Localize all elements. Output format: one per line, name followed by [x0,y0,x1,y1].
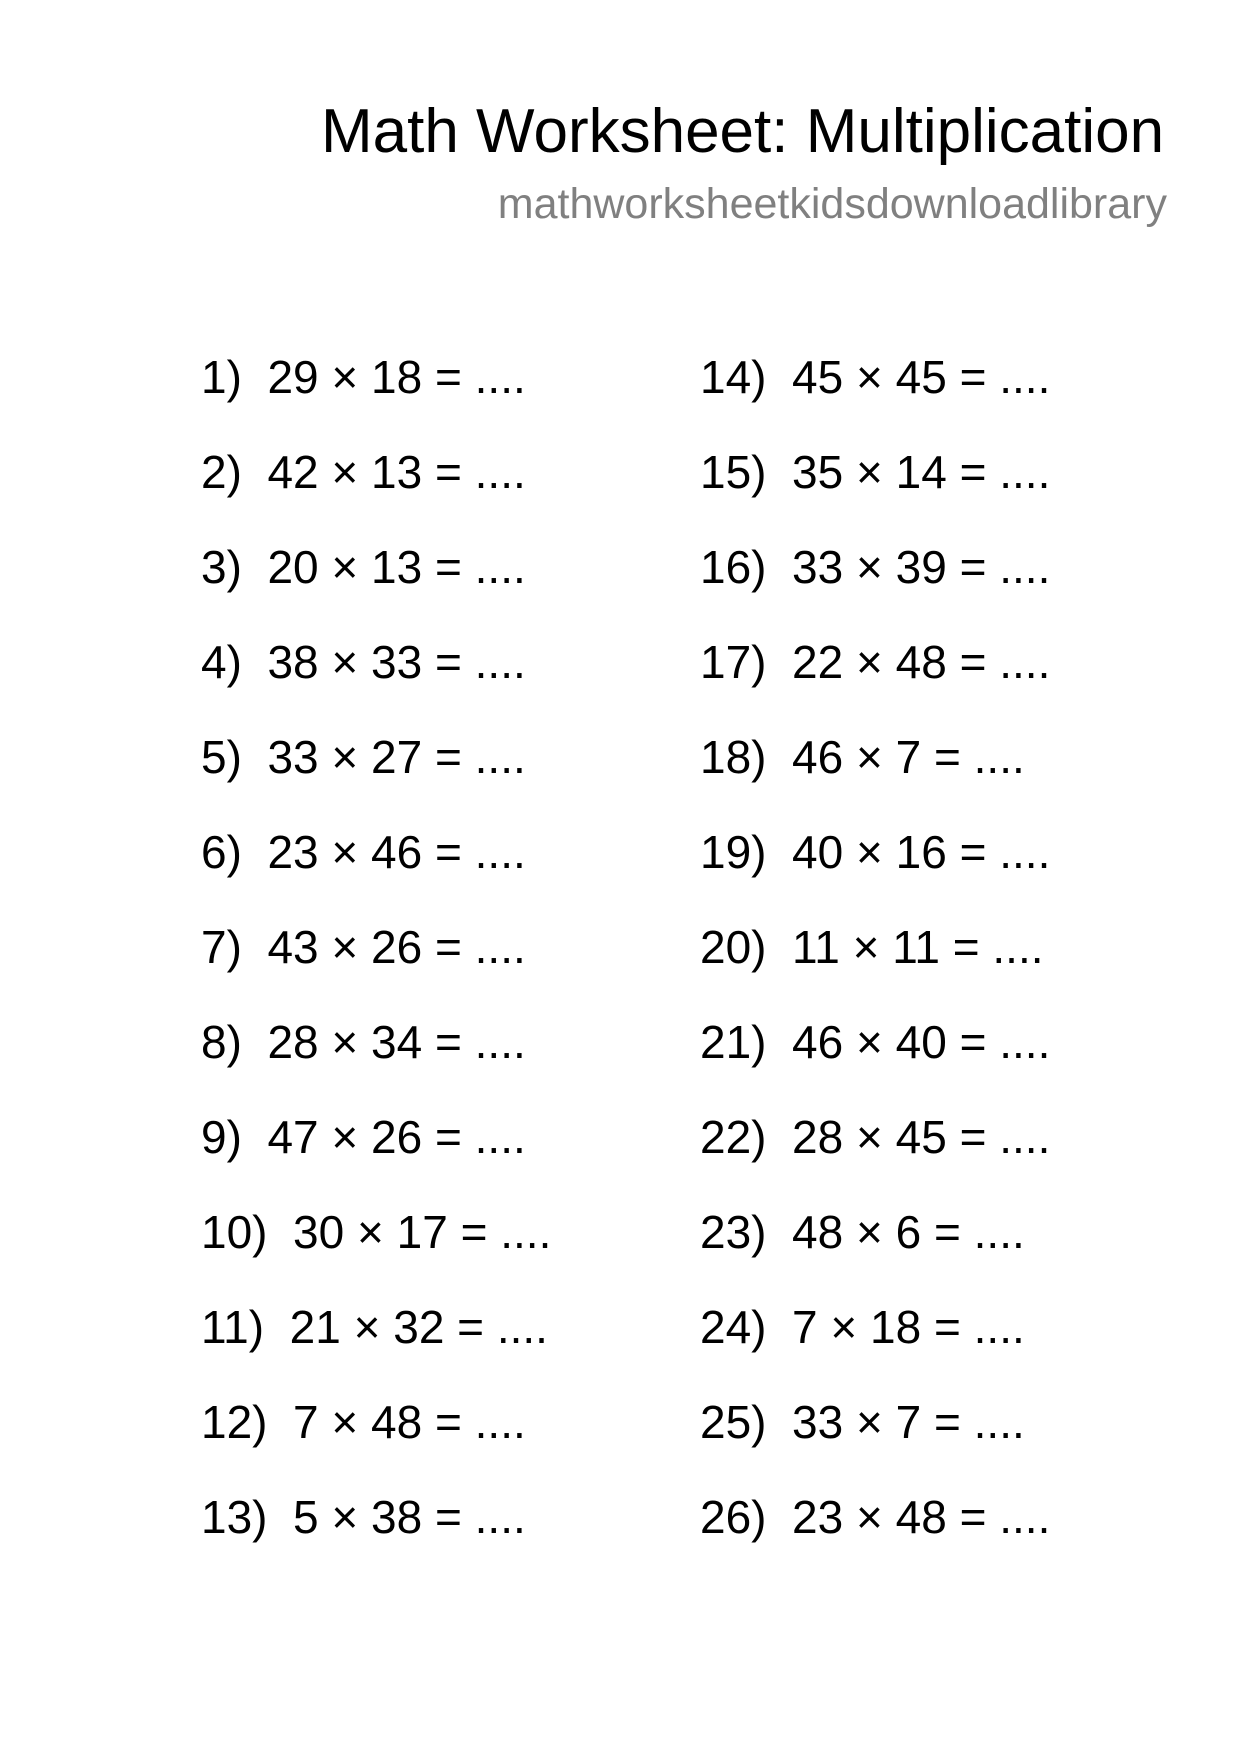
problem-number: 11) [201,1301,265,1353]
problem-expression: 29 × 18 = .... [267,351,526,403]
problem-item [700,729,1050,824]
problem-item [700,1394,1050,1489]
problem-number: 16) [700,541,767,593]
problem-expression: 21 × 32 = .... [289,1301,548,1353]
problem-expression: 23 × 46 = .... [267,826,526,878]
problem-item [201,1014,551,1109]
problem-item [700,634,1050,729]
problem-item [201,1299,551,1394]
problem-expression: 33 × 7 = .... [792,1396,1025,1448]
problem-column-left [201,349,551,1584]
problem-number: 24) [700,1301,767,1353]
problem-item [700,919,1050,1014]
problem-number: 9) [201,1111,242,1163]
problem-expression: 28 × 45 = .... [792,1111,1051,1163]
problem-number: 20) [700,921,767,973]
problem-item [700,1299,1050,1394]
worksheet-title: Math Worksheet: Multiplication [321,97,1165,166]
problem-number: 18) [700,731,767,783]
problem-number: 5) [201,731,242,783]
problem-item [201,634,551,729]
problem-item [201,1394,551,1489]
problem-number: 19) [700,826,767,878]
problem-expression: 46 × 7 = .... [792,731,1025,783]
problem-number: 12) [201,1396,268,1448]
problem-item [201,729,551,824]
problem-number: 10) [201,1206,268,1258]
problem-expression: 30 × 17 = .... [293,1206,552,1258]
problem-number: 3) [201,541,242,593]
problem-number: 7) [201,921,242,973]
problem-number: 21) [700,1016,767,1068]
worksheet-subtitle: mathworksheetkidsdownloadlibrary [497,180,1167,228]
problem-expression: 38 × 33 = .... [267,636,526,688]
problem-number: 8) [201,1016,242,1068]
problem-item [201,1489,551,1584]
problem-item [201,1204,551,1299]
problem-number: 2) [201,446,242,498]
problem-number: 23) [700,1206,767,1258]
problem-number: 6) [201,826,242,878]
problem-expression: 5 × 38 = .... [293,1491,526,1543]
problem-expression: 47 × 26 = .... [267,1111,526,1163]
problem-item [700,349,1050,444]
problem-number: 26) [700,1491,767,1543]
problem-item [700,824,1050,919]
problem-expression: 11 × 11 = .... [792,921,1044,973]
problem-item [700,444,1050,539]
problem-expression: 35 × 14 = .... [792,446,1051,498]
problem-item [700,539,1050,634]
problem-item [201,824,551,919]
problem-expression: 46 × 40 = .... [792,1016,1051,1068]
problem-expression: 40 × 16 = .... [792,826,1051,878]
problem-item [700,1109,1050,1204]
problem-item [201,1109,551,1204]
problem-expression: 20 × 13 = .... [267,541,526,593]
problem-number: 15) [700,446,767,498]
problem-number: 17) [700,636,767,688]
problem-expression: 7 × 18 = .... [792,1301,1025,1353]
problem-expression: 22 × 48 = .... [792,636,1051,688]
problem-number: 22) [700,1111,767,1163]
problem-item [201,539,551,634]
problem-expression: 42 × 13 = .... [267,446,526,498]
problem-expression: 33 × 27 = .... [267,731,526,783]
problem-item [700,1014,1050,1109]
problem-number: 14) [700,351,767,403]
problem-item [201,349,551,444]
problem-expression: 48 × 6 = .... [792,1206,1025,1258]
problem-item [201,919,551,1014]
problem-expression: 7 × 48 = .... [293,1396,526,1448]
problem-expression: 33 × 39 = .... [792,541,1051,593]
problem-item [700,1204,1050,1299]
problem-expression: 28 × 34 = .... [267,1016,526,1068]
problem-number: 25) [700,1396,767,1448]
problem-number: 1) [201,351,242,403]
problem-expression: 43 × 26 = .... [267,921,526,973]
problem-number: 4) [201,636,242,688]
problem-item [700,1489,1050,1584]
problem-expression: 45 × 45 = .... [792,351,1051,403]
problem-number: 13) [201,1491,268,1543]
problem-expression: 23 × 48 = .... [792,1491,1051,1543]
problem-column-right [700,349,1050,1584]
problem-item [201,444,551,539]
